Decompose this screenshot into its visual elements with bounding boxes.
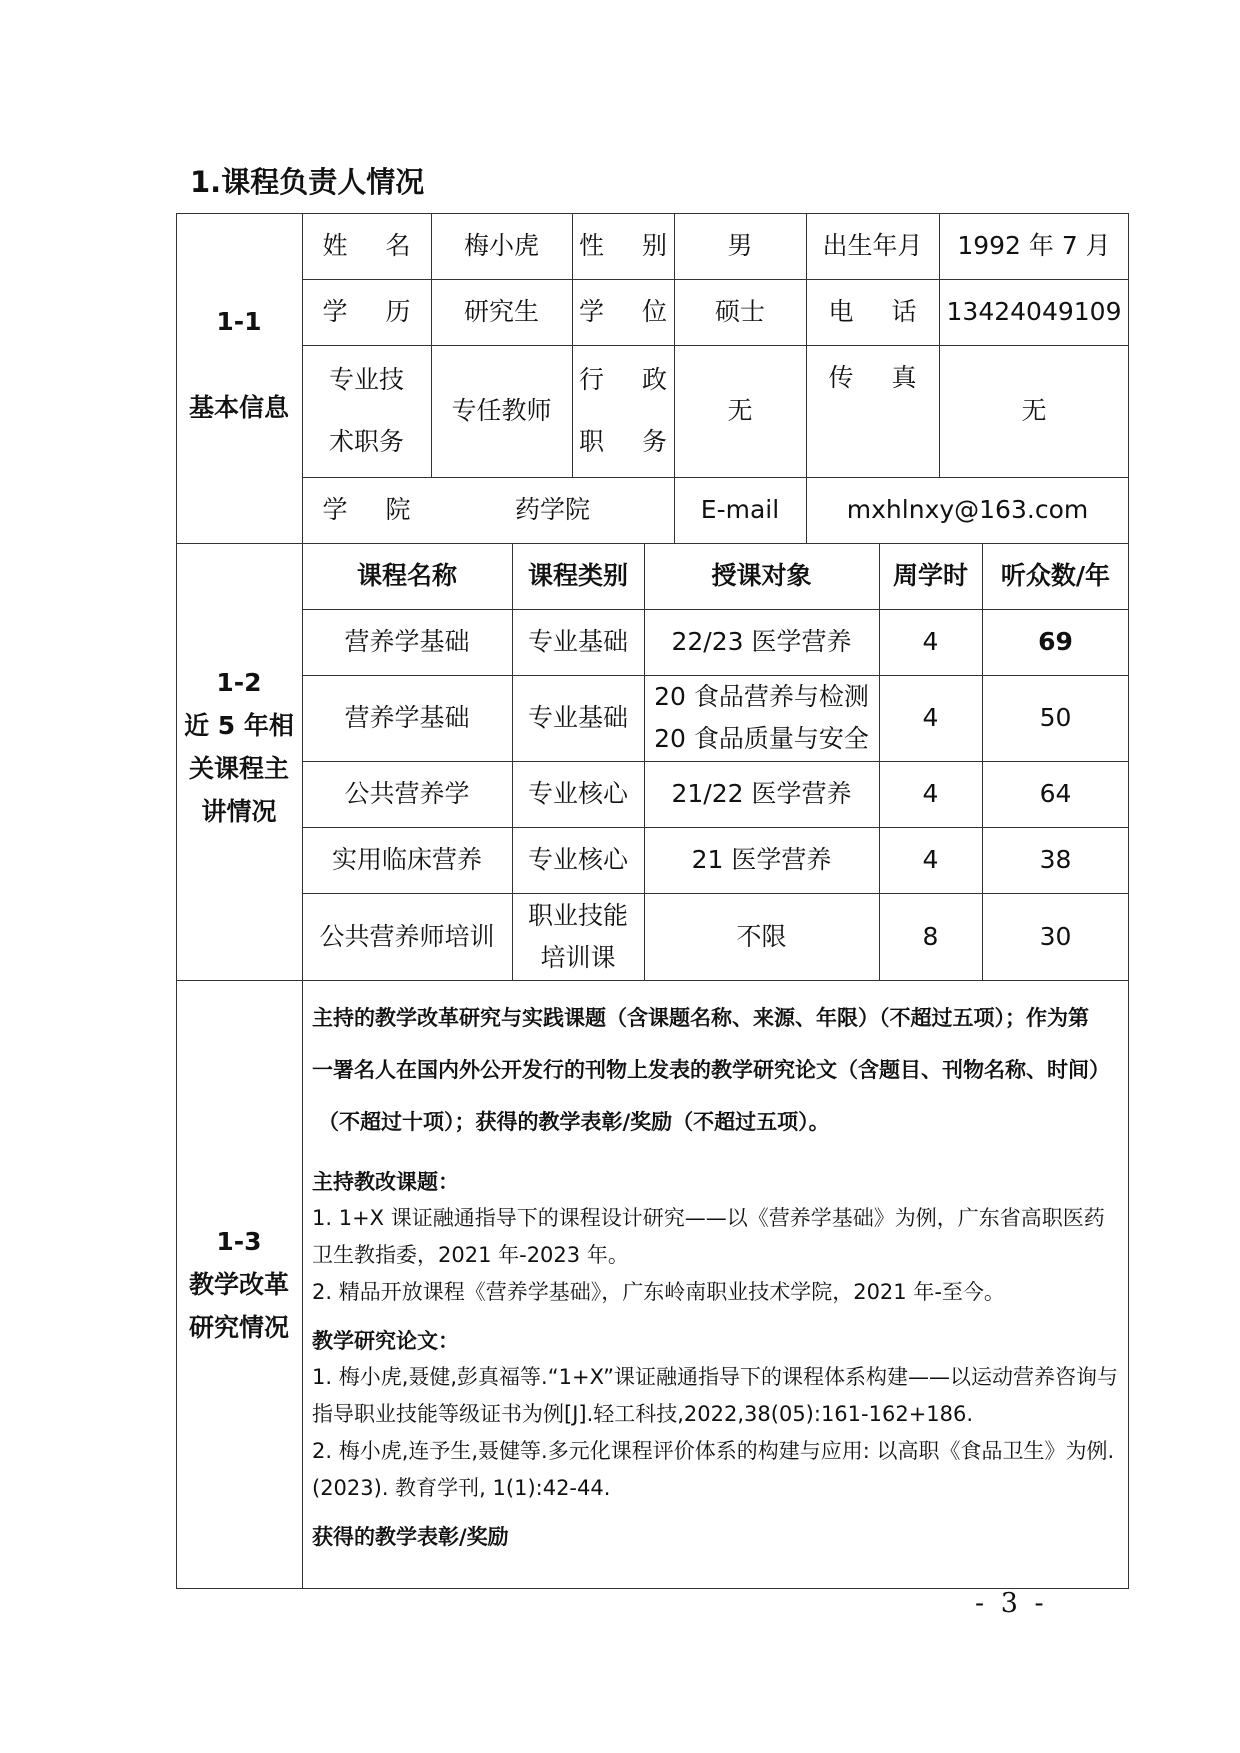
table-cell-type: 专业基础	[527, 627, 628, 656]
college-label: 学 院	[322, 495, 426, 524]
name-value: 梅小虎	[463, 231, 539, 260]
table-cell-hours: 4	[922, 703, 939, 732]
project-item: 2. 精品开放课程《营养学基础》，广东岭南职业技术学院，2021 年-至今。	[312, 1280, 1005, 1304]
section-name-line: 近 5 年相	[184, 710, 294, 740]
section-name: 基本信息	[188, 392, 289, 422]
section-1-3-label	[176, 980, 302, 1589]
teaching-reform-content	[312, 996, 1120, 1555]
fax-value: 无	[1021, 396, 1047, 425]
table-cell-audience: 21 医学营养	[691, 845, 832, 874]
education-label: 学 历	[322, 297, 426, 326]
education-value: 研究生	[463, 297, 539, 326]
table-cell-hours: 4	[922, 779, 939, 808]
table-cell-audience: 21/22 医学营养	[671, 779, 852, 808]
table-cell-type: 职业技能 培训课	[527, 900, 628, 972]
table-cell-course: 营养学基础	[344, 703, 470, 732]
table-cell-audience: 22/23 医学营养	[671, 627, 852, 656]
professional-title-label: 专业技 术职务	[328, 365, 404, 456]
table-cell-type: 专业基础	[527, 703, 628, 732]
table-cell-audience: 不限	[736, 921, 787, 951]
section-1-2-label	[176, 543, 302, 980]
table-cell-course: 实用临床营养	[331, 845, 482, 874]
section-divider	[176, 980, 1129, 981]
section-id: 1-2	[216, 667, 262, 697]
admin-position-value: 无	[727, 396, 753, 425]
table-cell-count: 50	[1039, 703, 1072, 732]
projects-heading: 主持教改课题：	[312, 1170, 459, 1194]
gender-label: 性 别	[579, 231, 682, 260]
table-cell-type: 专业核心	[527, 845, 628, 874]
birth-value: 1992 年 7 月	[957, 231, 1111, 260]
section-name-line: 研究情况	[188, 1313, 289, 1342]
birth-label: 出生年月	[822, 231, 923, 260]
header-audience: 授课对象	[711, 561, 812, 590]
section-id: 1-1	[216, 306, 262, 336]
table-cell-hours: 4	[922, 845, 939, 874]
header-weekly-hours: 周学时	[892, 561, 968, 590]
fax-label: 传 真	[828, 363, 932, 392]
degree-label: 学 位	[579, 297, 682, 326]
gender-value: 男	[727, 231, 753, 260]
table-cell-course: 公共营养学	[344, 779, 470, 808]
table-cell-course: 营养学基础	[344, 627, 470, 656]
page-title: 1.课程负责人情况	[190, 165, 425, 199]
professional-title-value: 专任教师	[451, 396, 552, 425]
papers-heading: 教学研究论文：	[312, 1329, 459, 1353]
page-number: - 3 -	[975, 1588, 1048, 1619]
paper-item: 1. 梅小虎,聂健,彭真福等.“1+X”课证融通指导下的课程体系构建——以运动营养咨询与指导职业技能等级证书为例[J].轻工科技,2022,38(05):161-162+186.	[312, 1365, 1118, 1426]
degree-value: 硕士	[714, 297, 765, 326]
college-value: 药学院	[514, 495, 590, 524]
section-name-line: 讲情况	[201, 796, 277, 826]
admin-position-label: 行 政 职 务	[579, 365, 682, 456]
prompt-line: （不超过十项）；获得的教学表彰/奖励（不超过五项）。	[318, 1110, 830, 1134]
table-cell-hours: 4	[922, 627, 939, 656]
phone-label: 电 话	[828, 297, 932, 326]
section-id: 1-3	[216, 1227, 262, 1256]
table-cell-count: 30	[1039, 921, 1072, 951]
table-cell-course: 公共营养师培训	[319, 921, 495, 951]
phone-value: 13424049109	[946, 297, 1122, 326]
table-cell-hours: 8	[922, 921, 939, 951]
project-item: 1. 1+X 课证融通指导下的课程设计研究——以《营养学基础》为例，广东省高职医药卫生教指委，2021 年-2023 年。	[312, 1206, 1105, 1267]
email-label: E-mail	[700, 495, 780, 524]
table-cell-count: 38	[1039, 845, 1072, 874]
prompt-line: 主持的教学改革研究与实践课题（含课题名称、来源、年限）（不超过五项）；作为第	[312, 1006, 1089, 1030]
table-cell-count: 64	[1039, 779, 1072, 808]
table-cell-type: 专业核心	[527, 779, 628, 808]
table-cell-count: 69	[1038, 627, 1073, 656]
email-value: mxhlnxy@163.com	[846, 495, 1089, 524]
table-cell-audience: 20 食品营养与检测 20 食品质量与安全	[654, 682, 869, 753]
paper-item: 2. 梅小虎,连予生,聂健等.多元化课程评价体系的构建与应用: 以高职《食品卫生》为例. (2023). 教育学刊, 1(1):42-44.	[312, 1439, 1115, 1500]
header-course-type: 课程类别	[527, 561, 628, 590]
section-name-line: 关课程主	[188, 753, 289, 783]
prompt-line: 一署名人在国内外公开发行的刊物上发表的教学研究论文（含题目、刊物名称、时间）	[312, 1058, 1110, 1082]
header-audience-count: 听众数/年	[1000, 561, 1111, 590]
section-name-line: 教学改革	[188, 1270, 289, 1299]
section-1-1-label	[176, 213, 302, 543]
name-label: 姓 名	[322, 231, 426, 260]
awards-heading: 获得的教学表彰/奖励	[312, 1525, 509, 1549]
header-course-name: 课程名称	[356, 561, 457, 590]
